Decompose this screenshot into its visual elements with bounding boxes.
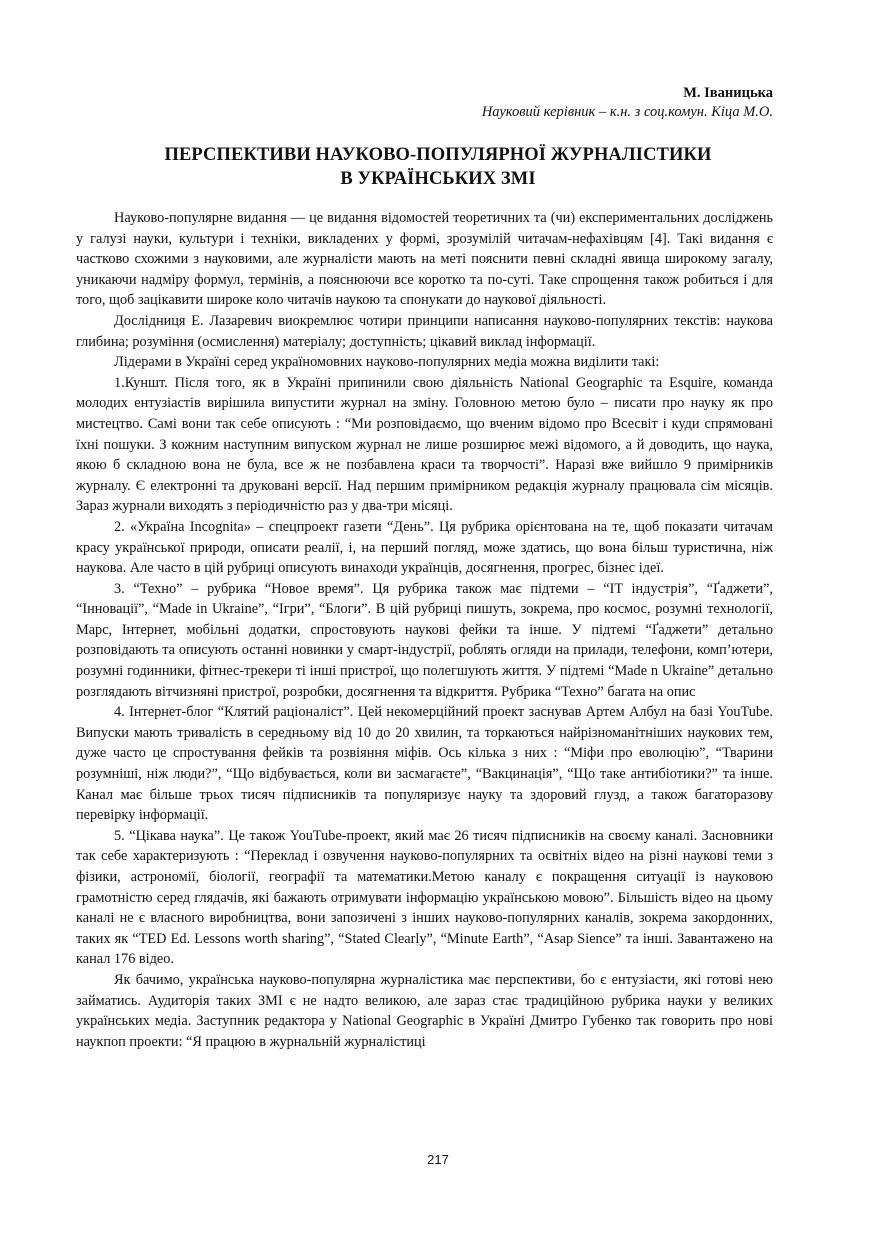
paragraph-kunsht: 1.Куншт. Після того, як в Україні припинили свою діяльність National Geographic та Esquire, команда молодих ентузіастів вирішила випустити журнал на зміну. Головною метою було – писати про науку як про мистецтво. Самі вони так себе описують : “Ми розповідаємо, що вченим відомо про Всесвіт і куди спрямовані їхні пошуки. З кожним наступним випуском журнал не лише розширює межі відомого, а й доводить, що наука, якою б складною вона не була, все ж не позбавлена краси та творчості”. Наразі вже вийшло 9 примірників журналу. Є електронні та друковані версії. Над першим примірником редакція журналу працювала сім місяців. Зараз журнали виходять з періодичністю раз у два-три місяці. <box>76 374 773 515</box>
paragraph-klyatyi-ratsionalist: 4. Інтернет-блог “Клятий раціоналіст”. Цей некомерційний проект заснував Артем Албул на базі YouTube. Випуски мають тривалість в середньому від 10 до 20 хвилин, та торкаються найрізноманітніших наукових тем, дуже часто це спростування фейків та розвіяння міфів. Ось кілька з них : “Міфи про еволюцію”, “Тварини розумніші, ніж люди?”, “Що відбувається, коли ви засмагаєте”, “Вакцинація”, “Що таке антибіотики?” та інше. Канал має більше трьох тисяч підписників та популяризує науку та здоровий глузд, а також багаторазову перевірку інформації. <box>76 704 773 824</box>
paragraph-definition: Науково-популярне видання — це видання відомостей теоретичних та (чи) експериментальних досліджень у галузі науки, культури і техніки, викладених у формі, зрозумілій читачам-нефахівцям [4]. Такі видання є частково схожими з науковими, але журналісти мають на меті пояснити певні складні явища широкому загалу, уникаючи надміру формул, термінів, а пояснюючи все коротко та по-суті. Таке спрощення також робиться і для того, щоб зацікавити широке коло читачів наукою та спонукати до наукової діяльності. <box>76 210 773 309</box>
title-line-1: ПЕРСПЕКТИВИ НАУКОВО-ПОПУЛЯРНОЇ ЖУРНАЛІСТИКИ <box>164 145 712 165</box>
author-name: М. Іваницька <box>683 85 773 101</box>
title-line-2: В УКРАЇНСЬКИХ ЗМІ <box>340 169 536 189</box>
author-block <box>482 84 773 122</box>
paragraph-tsikava-nauka: 5. “Цікава наука”. Це також YouTube-проект, який має 26 тисяч підписників на своєму каналі. Засновники так себе характеризують : “Переклад і озвучення науково-популярних та освітніх відео на різні наукові теми з фізики, астрономії, біології, географії та математики.Метою каналу є покращення ситуації із науковою грамотністю серед глядачів, які бажають отримувати інформацію українською мовою”. Більшість відео на цьому каналі не є власного виробництва, вони запозичені з інших науково-популярних каналів, зокрема закордонних, таких як “TED Ed. Lessons worth sharing”, “Stated Clearly”, “Minute Earth”, “Asap Sience” та інші. Завантажено на канал 176 відео. <box>76 827 773 968</box>
page-number: 217 <box>427 1152 449 1167</box>
paragraph-ukraine-incognita: 2. «Україна Incognita» – спецпроект газети “День”. Ця рубрика орієнтована на те, щоб показати читачам красу української природи, описати реалії, і, на перший погляд, може здатись, що вона більш туристична, ніж наукова. Але часто в цій рубриці описують винаходи українців, досягнення, прогрес, бізнес ідеї. <box>76 518 773 577</box>
article-title <box>78 143 798 191</box>
paragraph-leaders-intro: Лідерами в Україні серед україномовних науково-популярних медіа можна виділити такі: <box>114 354 660 371</box>
article-body <box>76 208 773 1052</box>
paragraph-conclusion: Як бачимо, українська науково-популярна журналістика має перспективи, бо є ентузіасти, які готові нею займатись. Аудиторія таких ЗМІ є не надто великою, але зараз стає традиційною рубрика науки у великих українських медіа. Заступник редактора у National Geographic в Україні Дмитро Губенко так говорить про нові наукпоп проекти: “Я працюю в журнальній журналістиці <box>76 971 773 1050</box>
supervisor-line: Науковий керівник – к.н. з соц.комун. Кіца М.О. <box>481 104 773 120</box>
paragraph-principles: Дослідниця Е. Лазаревич виокремлює чотири принципи написання науково-популярних текстів: наукова глибина; розуміння (осмислення) матеріалу; доступність; цікавий виклад інформації. <box>76 312 773 350</box>
paragraph-techno: 3. “Техно” – рубрика “Новое время”. Ця рубрика також має підтеми – “IT індустрія”, “Ґаджети”, “Інновації”, “Made in Ukraine”, “Ігри”, “Блоги”. В цій рубриці пишуть, зокрема, про космос, розумні технології, Марс, Інтернет, мобільні додатки, спростовують наукові фейки та інше. У підтемі “Ґаджети” детально розповідають та описують останні новинки у смарт-індустрії, роблять огляди на прилади, телефони, комп’ютери, розумні годинники, фітнес-трекери ті інші пристрої, що полегшують життя. У підтемі “Made n Ukraine” детально розглядають вітчизняні пристрої, розробки, досягнення та відкриття. Рубрика “Техно” багата на опис <box>76 580 773 700</box>
